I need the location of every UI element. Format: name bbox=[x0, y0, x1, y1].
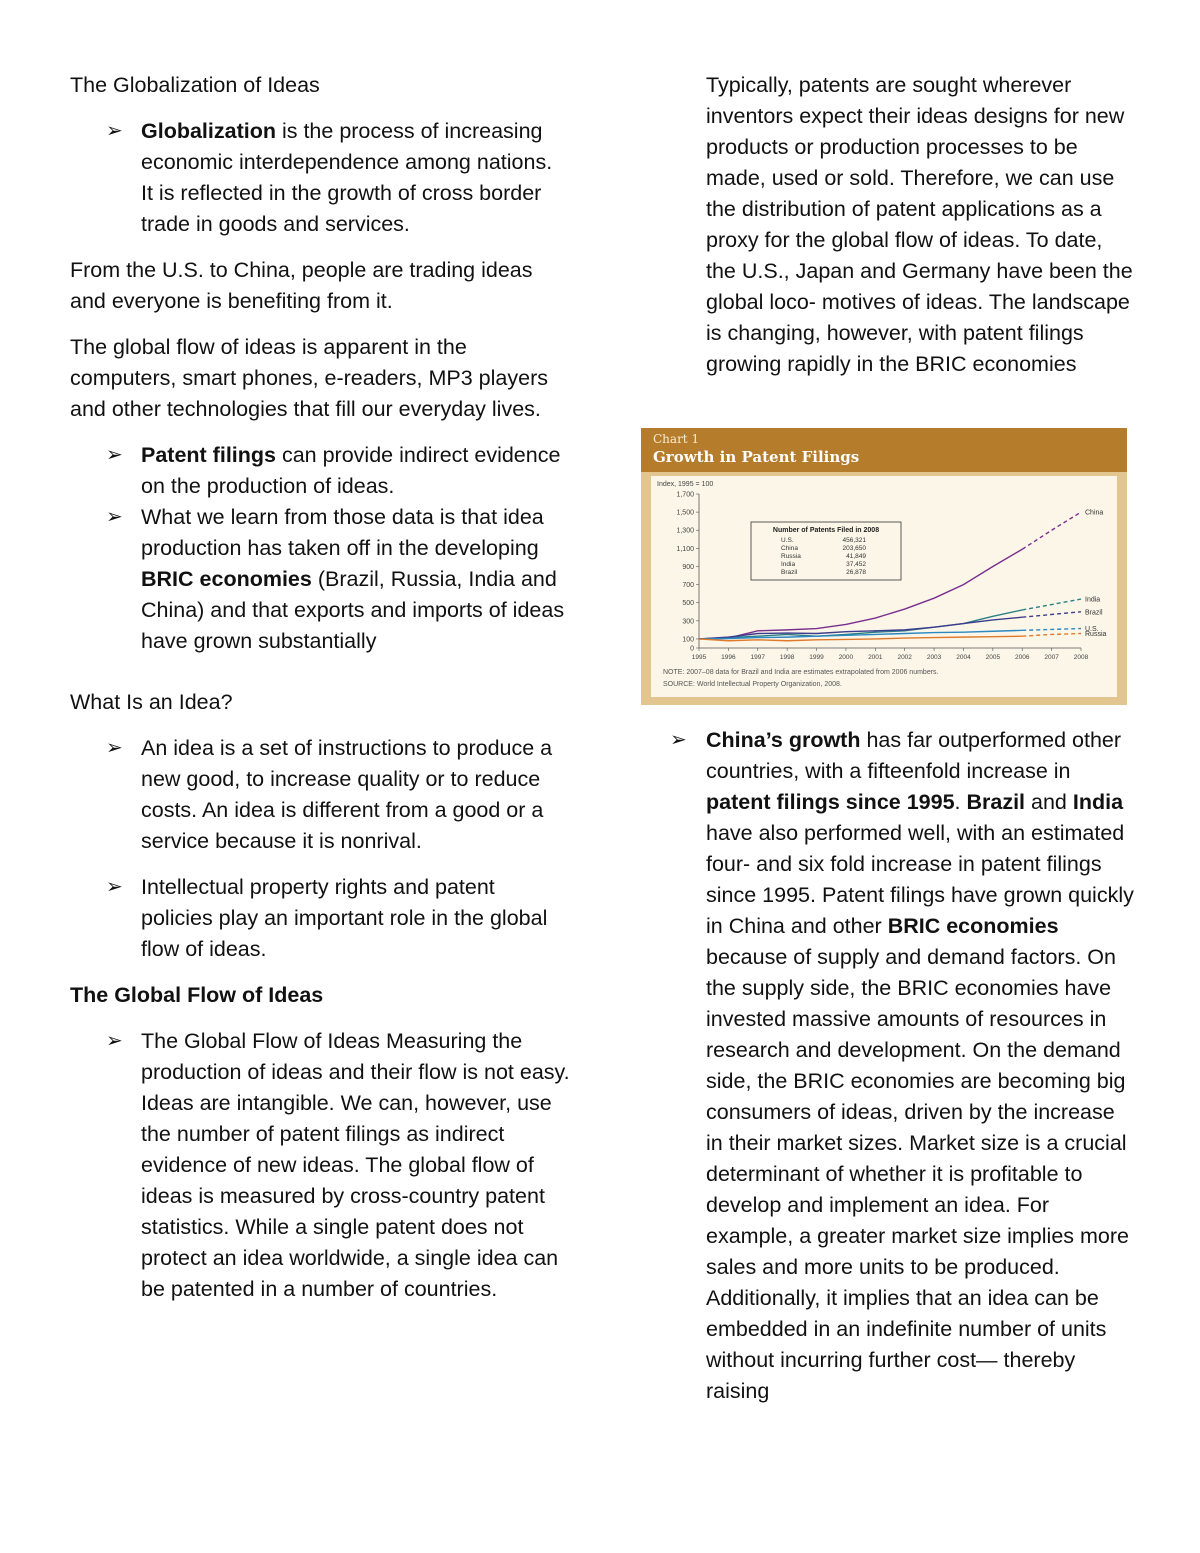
chart-title: Growth in Patent Filings bbox=[653, 448, 860, 466]
chart-plot bbox=[651, 476, 1117, 666]
x-tick-label: 2000 bbox=[838, 654, 854, 661]
china-growth-text-5: because of supply and demand factors. On the supply side, the BRIC economies have invested massive amounts of resources in research and development. On the demand side, the BRIC economies are becoming big consumers of ideas, driven by the increase in their market sizes. Market size is a crucial determinant of whether it is profitable to develop and implement an idea. For example, a greater market size implies more sales and more units to be produced. Additionally, it implies that an idea can be embedded in an indefinite number of units without incurring further cost— thereby raising bbox=[706, 945, 1129, 1403]
globalization-definition: is the process of increasing economic interdependence among nations. It is reflected in the growth of cross border trade in goods and services. bbox=[141, 119, 553, 236]
china-growth-list bbox=[670, 725, 1136, 1407]
term-china-growth: China’s growth bbox=[706, 728, 861, 752]
list-item-measuring-flow bbox=[70, 1026, 570, 1305]
globalization-list bbox=[70, 116, 570, 240]
term-patent-filings: Patent filings bbox=[141, 443, 276, 467]
arrow-bullet-icon: ➢ bbox=[106, 120, 123, 142]
chart-source: SOURCE: World Intellectual Property Organization, 2008. bbox=[663, 681, 842, 688]
y-tick-label: 500 bbox=[682, 600, 694, 608]
bric-text-post: (Brazil, Russia, India and China) and that exports and imports of ideas have grown substantially bbox=[141, 567, 565, 653]
y-tick-label: 300 bbox=[682, 618, 694, 626]
y-tick-label: 1,300 bbox=[676, 527, 694, 535]
y-tick-label: 0 bbox=[690, 645, 694, 653]
term-brazil: Brazil bbox=[966, 790, 1026, 814]
x-tick-label: 2005 bbox=[985, 654, 1001, 661]
chart-panel bbox=[651, 476, 1117, 697]
y-tick-label: 1,700 bbox=[676, 491, 694, 499]
list-item-china-growth bbox=[670, 725, 1136, 1407]
paragraph-patents-intro: Typically, patents are sought wherever inventors expect their ideas designs for new products or production processes to be made, used or sold. Therefore, we can use the distribution of patent applications as a proxy for the global flow of ideas. To date, the U.S., Japan and Germany have been the global loco- motives of ideas. The landscape is changing, however, with patent filings growing rapidly in the BRIC economies bbox=[706, 73, 1133, 376]
term-bric-economies-2: BRIC economies bbox=[887, 914, 1059, 938]
x-tick-label: 2002 bbox=[897, 654, 912, 661]
inset-table-country: India bbox=[781, 561, 796, 568]
arrow-bullet-icon: ➢ bbox=[670, 729, 687, 751]
china-growth-text-3: and bbox=[1025, 790, 1073, 814]
list-item-bric bbox=[70, 502, 570, 657]
term-india: India bbox=[1072, 790, 1124, 814]
series-label-india: India bbox=[1085, 596, 1101, 604]
measuring-flow-text: The Global Flow of Ideas Measuring the production of ideas and their flow is not easy. Ideas are intangible. We can, however, use the number of patent filings as indirect evidence of new ideas. The global flow of ideas is measured by cross-country patent statistics. While a single patent does not protect an idea worldwide, a single idea can be patented in a number of countries. bbox=[141, 1029, 570, 1301]
series-label-brazil: Brazil bbox=[1085, 609, 1103, 617]
chart-header bbox=[641, 428, 1127, 472]
inset-table-value: 26,878 bbox=[846, 569, 866, 576]
paragraph-trading: From the U.S. to China, people are trading ideas and everyone is benefiting from it. bbox=[70, 258, 533, 313]
x-tick-label: 1997 bbox=[750, 654, 766, 661]
heading-what-is-an-idea: What Is an Idea? bbox=[70, 690, 233, 714]
list-item-idea-definition bbox=[70, 733, 570, 857]
chart-note: NOTE: 2007–08 data for Brazil and India are estimates extrapolated from 2006 numbers. bbox=[663, 669, 939, 676]
arrow-bullet-icon: ➢ bbox=[106, 506, 123, 528]
y-tick-label: 900 bbox=[682, 563, 694, 571]
inset-table-value: 41,849 bbox=[846, 553, 866, 560]
list-item-patent-filings bbox=[70, 440, 570, 502]
heading-global-flow-of-ideas: The Global Flow of Ideas bbox=[70, 983, 324, 1007]
list-item-globalization bbox=[70, 116, 570, 240]
inset-table-title: Number of Patents Filed in 2008 bbox=[772, 527, 880, 534]
x-tick-label: 1999 bbox=[809, 654, 824, 661]
arrow-bullet-icon: ➢ bbox=[106, 737, 123, 759]
inset-table-country: Brazil bbox=[781, 569, 798, 576]
china-growth-text-1: has far outperformed other countries, with a fifteenfold increase in bbox=[706, 728, 1122, 783]
term-globalization: Globalization bbox=[141, 119, 276, 143]
series-projection-brazil bbox=[1022, 612, 1081, 617]
right-column bbox=[706, 70, 1136, 395]
series-projection-us bbox=[1022, 629, 1081, 631]
x-tick-label: 2004 bbox=[956, 654, 971, 661]
y-axis-label: Index, 1995 = 100 bbox=[657, 481, 714, 488]
inset-table-value: 37,452 bbox=[846, 561, 866, 568]
y-tick-label: 1,500 bbox=[676, 509, 694, 517]
patent-list bbox=[70, 440, 570, 657]
x-tick-label: 2001 bbox=[868, 654, 883, 661]
inset-table-country: U.S. bbox=[781, 537, 794, 544]
paragraph-global-flow: The global flow of ideas is apparent in the computers, smart phones, e-readers, MP3 players and other technologies that fill our everyday lives. bbox=[70, 335, 548, 421]
inset-table-value: 456,321 bbox=[842, 537, 866, 544]
x-tick-label: 2006 bbox=[1014, 654, 1030, 661]
patent-growth-chart bbox=[641, 428, 1127, 705]
arrow-bullet-icon: ➢ bbox=[106, 876, 123, 898]
x-tick-label: 1998 bbox=[779, 654, 795, 661]
chart-kicker: Chart 1 bbox=[653, 432, 700, 446]
patent-filings-text: can provide indirect evidence on the production of ideas. bbox=[141, 443, 561, 498]
y-tick-label: 1,100 bbox=[676, 545, 694, 553]
china-growth-text-2: . bbox=[954, 790, 967, 814]
term-bric-economies: BRIC economies bbox=[141, 567, 312, 591]
series-label-us: U.S. bbox=[1085, 626, 1099, 634]
page-title: The Globalization of Ideas bbox=[70, 73, 320, 97]
china-growth-text-4: have also performed well, with an estimated four- and six fold increase in patent filings since 1995. Patent filings have grown quickly in China and other bbox=[706, 821, 1134, 938]
x-tick-label: 1996 bbox=[721, 654, 736, 661]
arrow-bullet-icon: ➢ bbox=[106, 444, 123, 466]
x-tick-label: 2008 bbox=[1073, 654, 1089, 661]
bric-text-pre: What we learn from those data is that idea production has taken off in the developing bbox=[141, 505, 544, 560]
inset-table-value: 203,650 bbox=[842, 545, 866, 552]
flow-list bbox=[70, 1026, 570, 1305]
left-column bbox=[70, 70, 570, 1320]
inset-table-country: China bbox=[781, 545, 798, 552]
y-tick-label: 100 bbox=[682, 636, 694, 644]
intellectual-property-text: Intellectual property rights and patent policies play an important role in the global flow of ideas. bbox=[141, 875, 548, 961]
right-column-lower bbox=[670, 725, 1136, 1422]
series-label-russia: Russia bbox=[1085, 631, 1107, 639]
series-projection-india bbox=[1022, 599, 1081, 610]
idea-list bbox=[70, 733, 570, 965]
y-tick-label: 700 bbox=[682, 582, 694, 590]
inset-table-country: Russia bbox=[781, 553, 801, 560]
term-patent-filings-since-1995: patent filings since 1995 bbox=[706, 790, 955, 814]
x-tick-label: 1995 bbox=[691, 654, 707, 661]
series-projection-russia bbox=[1022, 634, 1081, 637]
series-label-china: China bbox=[1085, 509, 1104, 517]
idea-definition: An idea is a set of instructions to produce a new good, to increase quality or to reduce costs. An idea is different from a good or a service because it is nonrival. bbox=[141, 736, 553, 853]
x-tick-label: 2007 bbox=[1044, 654, 1059, 661]
list-item-intellectual-property bbox=[70, 872, 570, 965]
series-projection-china bbox=[1022, 512, 1081, 549]
arrow-bullet-icon: ➢ bbox=[106, 1030, 123, 1052]
x-tick-label: 2003 bbox=[926, 654, 942, 661]
